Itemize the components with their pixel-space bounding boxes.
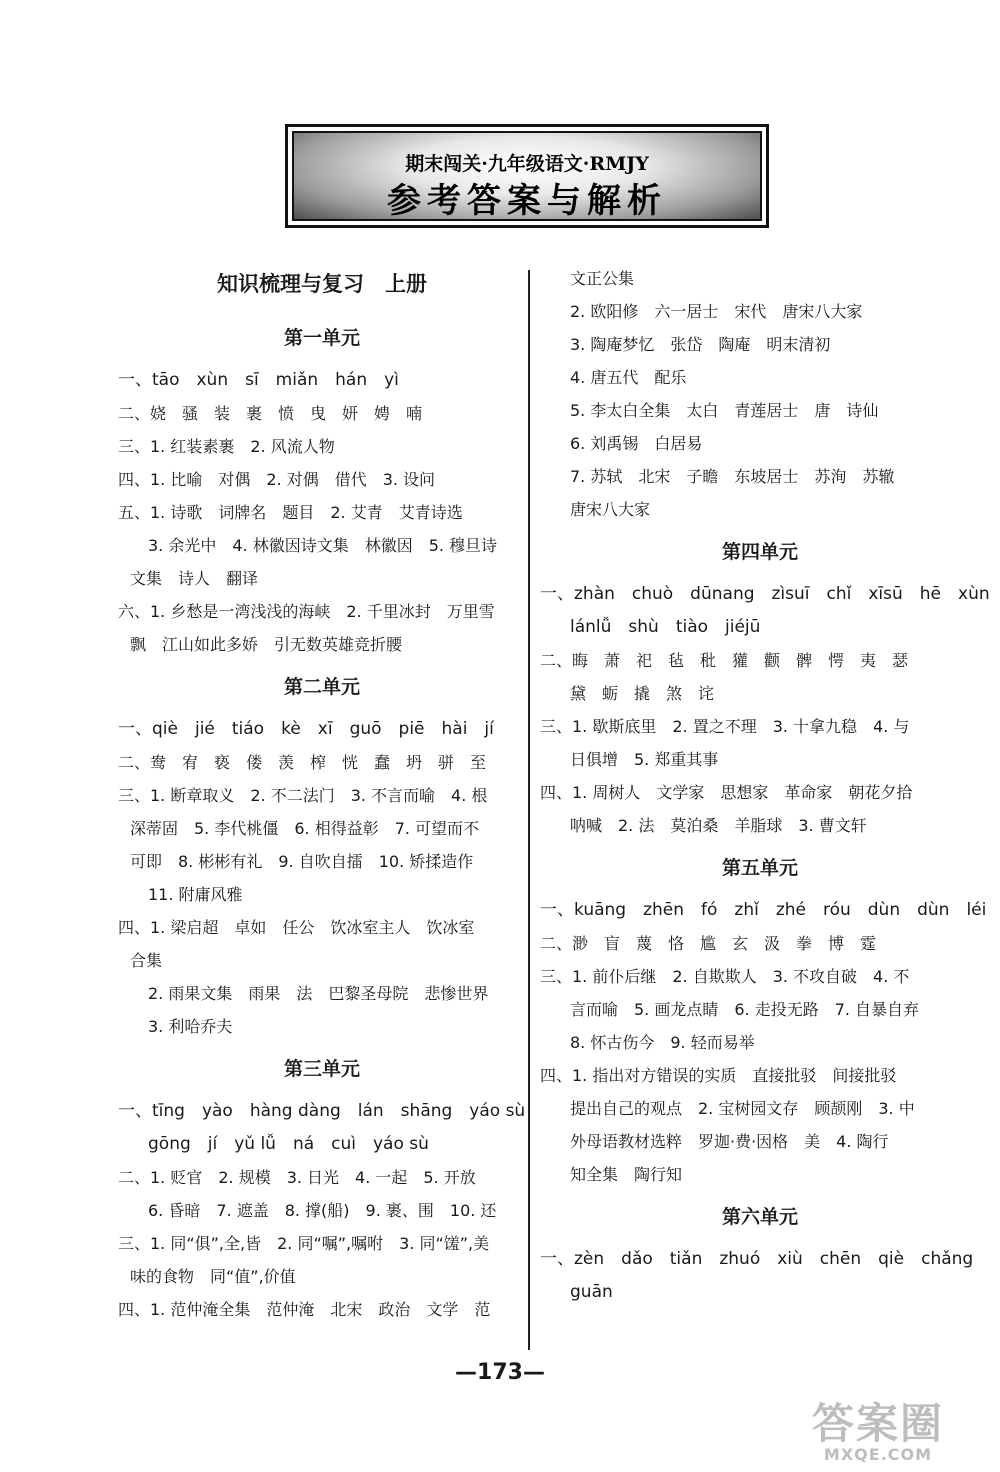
answer-line: 一、qiè jié tiáo kè xī guō piē hài jí (118, 719, 494, 739)
answer-line: 一、tāo xùn sī miǎn hán yì (118, 370, 399, 390)
answer-line: 三、1. 红装素裹 2. 风流人物 (118, 437, 335, 456)
answer-line: 二、渺 盲 蔑 恪 尴 玄 汲 拳 博 霆 (540, 934, 877, 953)
answer-line: 文集 诗人 翻译 (130, 569, 259, 588)
answer-line: 3. 余光中 4. 林徽因诗文集 林徽因 5. 穆旦诗 (148, 536, 498, 555)
answer-line: 三、1. 同“俱”,全,皆 2. 同“嘱”,嘱咐 3. 同“馐”,美 (118, 1234, 490, 1253)
unit-5-heading: 第五单元 (721, 857, 798, 879)
answer-line: lánlǚ shù tiào jiéjū (570, 617, 761, 637)
answer-line: 提出自己的观点 2. 宝树园文存 顾颉刚 3. 中 (570, 1099, 915, 1118)
answer-line: 文正公集 (570, 269, 635, 288)
answer-line: 言而喻 5. 画龙点睛 6. 走投无路 7. 自暴自弃 (570, 1000, 920, 1019)
answer-line: 11. 附庸风雅 (148, 885, 243, 904)
watermark-logo (778, 1399, 978, 1464)
unit-4-heading: 第四单元 (721, 541, 798, 563)
watermark-text: 答案圈 (811, 1399, 944, 1448)
answer-line: 二、娆 骚 装 裹 愤 曳 妍 娉 喃 (118, 404, 423, 423)
page-number: —173— (455, 1360, 545, 1385)
answer-line: 三、1. 歇斯底里 2. 置之不理 3. 十拿九稳 4. 与 (540, 717, 910, 736)
unit-3-heading: 第三单元 (283, 1058, 360, 1080)
answer-line: 一、zhàn chuò dūnang zìsuī chǐ xīsū hē xùn (540, 584, 990, 604)
answer-line: 二、1. 贬官 2. 规模 3. 日光 4. 一起 5. 开放 (118, 1168, 476, 1187)
answer-line: 四、1. 梁启超 卓如 任公 饮冰室主人 饮冰室 (118, 918, 475, 937)
answer-line: guān (570, 1282, 613, 1302)
answer-line: 可即 8. 彬彬有礼 9. 自吹自擂 10. 矫揉造作 (130, 852, 474, 871)
answer-line: 2. 欧阳修 六一居士 宋代 唐宋八大家 (570, 302, 863, 321)
banner-title: 参考答案与解析 (387, 181, 667, 221)
answer-line: 6. 刘禹锡 白居易 (570, 434, 703, 453)
section-heading: 知识梳理与复习 上册 (217, 272, 427, 296)
right-column (540, 262, 990, 1309)
answer-line: 呐喊 2. 法 莫泊桑 羊脂球 3. 曹文轩 (570, 816, 867, 835)
column-divider (528, 270, 530, 1350)
unit-2-heading: 第二单元 (283, 676, 360, 698)
answer-line: 四、1. 指出对方错误的实质 直接批驳 间接批驳 (540, 1066, 897, 1085)
watermark-url: MXQE.COM (823, 1445, 933, 1464)
answer-line: 合集 (130, 951, 163, 970)
answer-line: 三、1. 断章取义 2. 不二法门 3. 不言而喻 4. 根 (118, 786, 488, 805)
answer-line: 飘 江山如此多娇 引无数英雄竞折腰 (130, 635, 403, 654)
answer-line: 味的食物 同“值”,价值 (130, 1267, 296, 1286)
answer-line: 六、1. 乡愁是一湾浅浅的海峡 2. 千里冰封 万里雪 (118, 602, 495, 621)
answer-line: 三、1. 前仆后继 2. 自欺欺人 3. 不攻自破 4. 不 (540, 967, 910, 986)
answer-line: 2. 雨果文集 雨果 法 巴黎圣母院 悲惨世界 (148, 984, 489, 1003)
answer-line: 7. 苏轼 北宋 子瞻 东坡居士 苏洵 苏辙 (570, 467, 895, 486)
unit-6-heading: 第六单元 (721, 1206, 798, 1228)
answer-line: 3. 陶庵梦忆 张岱 陶庵 明末清初 (570, 335, 831, 354)
answer-line: 深蒂固 5. 李代桃僵 6. 相得益彰 7. 可望而不 (130, 819, 480, 838)
answer-line: 一、zèn dǎo tiǎn zhuó xiù chēn qiè chǎng (540, 1249, 974, 1269)
answer-line: 4. 唐五代 配乐 (570, 368, 687, 387)
answer-line: 一、kuāng zhēn fó zhǐ zhé róu dùn dùn léi (540, 900, 987, 920)
answer-line: 唐宋八大家 (570, 500, 651, 519)
answer-line: 外母语教材选粹 罗迦·费·因格 美 4. 陶行 (570, 1132, 889, 1151)
banner-subtitle: 期末闯关·九年级语文·RMJY (405, 153, 649, 175)
answer-line: 二、鸯 宥 亵 偻 羡 榨 恍 蠢 坍 骈 至 (118, 753, 487, 772)
answer-line: 知全集 陶行知 (570, 1165, 683, 1184)
answer-line: gōng jí yǔ lǚ ná cuì yáo sù (148, 1134, 429, 1154)
answer-line: 四、1. 比喻 对偶 2. 对偶 借代 3. 设问 (118, 470, 436, 489)
left-column (118, 262, 526, 1326)
answer-line: 5. 李太白全集 太白 青莲居士 唐 诗仙 (570, 401, 879, 420)
answer-line: 一、tīng yào hàng dàng lán shāng yáo sù (118, 1101, 526, 1121)
title-banner (285, 124, 769, 228)
answer-line: 日俱增 5. 郑重其事 (570, 750, 719, 769)
answer-line: 3. 利哈乔夫 (148, 1017, 233, 1036)
answer-line: 8. 怀古伤今 9. 轻而易举 (570, 1033, 755, 1052)
answer-line: 黛 蛎 撬 煞 诧 (570, 684, 715, 703)
answer-line: 四、1. 周树人 文学家 思想家 革命家 朝花夕拾 (540, 783, 913, 802)
unit-1-heading: 第一单元 (283, 327, 360, 349)
answer-line: 五、1. 诗歌 词牌名 题目 2. 艾青 艾青诗选 (118, 503, 463, 522)
answer-line: 四、1. 范仲淹全集 范仲淹 北宋 政治 文学 范 (118, 1300, 491, 1319)
answer-line: 6. 昏暗 7. 遮盖 8. 撑(船) 9. 裹、围 10. 还 (148, 1201, 497, 1220)
answer-line: 二、晦 萧 祀 毡 秕 獾 颧 髀 愕 夷 瑟 (540, 651, 909, 670)
